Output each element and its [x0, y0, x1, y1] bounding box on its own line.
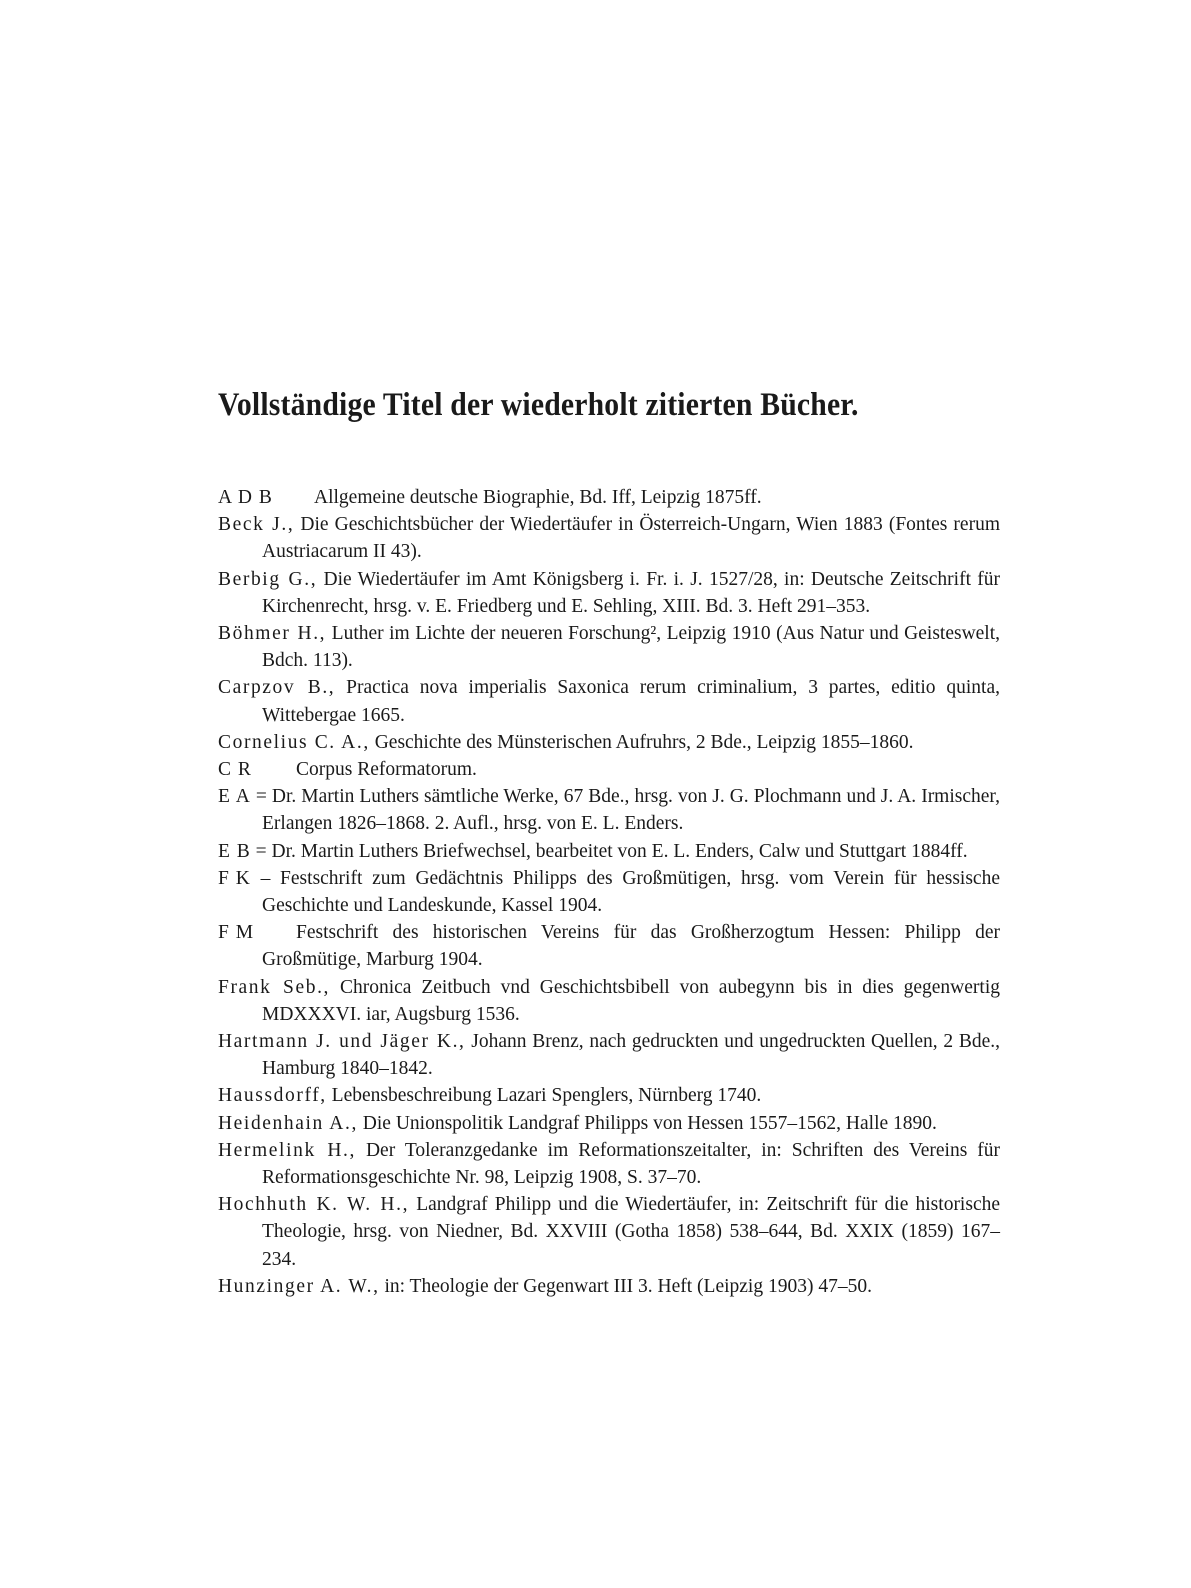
entry-author: Hunzinger A. W.,	[218, 1275, 380, 1297]
entry-text: = Dr. Martin Luthers Briefwechsel, bearbeitet von E. L. Enders, Calw und Stuttgart 1884ff.	[255, 840, 968, 862]
entry-author: Hochhuth K. W. H.,	[218, 1194, 410, 1216]
bibliography-entry	[218, 919, 1000, 973]
bibliography-entry	[218, 974, 1000, 1028]
entry-author: Cornelius C. A.,	[218, 731, 370, 753]
page-title: Vollständige Titel der wiederholt zitierten Bücher.	[218, 387, 859, 423]
bibliography-entry	[218, 620, 1000, 674]
entry-text: Die Wiedertäufer im Amt Königsberg i. Fr. i. J. 1527/28, in: Deutsche Zeitschrift für Kirchenrecht, hrsg. v. E. Friedberg und E. Sehling, XIII. Bd. 3. Heft 291–353.	[262, 568, 1001, 617]
entry-text: = Dr. Martin Luthers sämtliche Werke, 67 Bde., hrsg. von J. G. Plochmann und J. A. Irmischer, Erlangen 1826–1868. 2. Aufl., hrsg. von E. L. Enders.	[255, 786, 1001, 835]
entry-text: Practica nova imperialis Saxonica rerum criminalium, 3 partes, editio quinta, Wittebergae 1665.	[262, 677, 1000, 726]
bibliography-entry	[218, 1137, 1000, 1191]
entry-author: Frank Seb.,	[218, 976, 331, 998]
entry-text: Geschichte des Münsterischen Aufruhrs, 2 Bde., Leipzig 1855–1860.	[374, 731, 914, 753]
entry-text: in: Theologie der Gegenwart III 3. Heft (Leipzig 1903) 47–50.	[384, 1275, 872, 1297]
entry-abbreviation: A D B	[218, 487, 273, 508]
entry-author: Heidenhain A.,	[218, 1112, 358, 1134]
bibliography-entry	[218, 838, 1000, 865]
bibliography-entry	[218, 756, 1000, 783]
bibliography-entry	[218, 484, 1000, 511]
entry-author: Böhmer H.,	[218, 623, 327, 645]
entry-text: Landgraf Philipp und die Wiedertäufer, in: Zeitschrift für die historische Theologie, hrsg. von Niedner, Bd. XXVIII (Gotha 1858) 538–644, Bd. XXIX (1859) 167–234.	[262, 1194, 1000, 1270]
entry-abbreviation: F M	[218, 922, 255, 944]
entry-text: Luther im Lichte der neueren Forschung², Leipzig 1910 (Aus Natur und Geisteswelt, Bdch. 113).	[262, 623, 1001, 672]
entry-abbreviation: F K	[218, 867, 251, 889]
bibliography-entry	[218, 783, 1000, 837]
bibliography-entry	[218, 511, 1000, 565]
bibliography-entry	[218, 865, 1000, 919]
bibliography-entry	[218, 729, 1000, 756]
entry-text: Johann Brenz, nach gedruckten und ungedruckten Quellen, 2 Bde., Hamburg 1840–1842.	[262, 1031, 1000, 1080]
entry-author: Beck J.,	[218, 514, 295, 536]
entry-author: Carpzov B.,	[218, 677, 336, 699]
entry-text: Festschrift des historischen Vereins für das Großherzogtum Hessen: Philipp der Großmütige, Marburg 1904.	[262, 922, 1000, 971]
entry-abbreviation: C R	[218, 759, 252, 781]
entry-text: Chronica Zeitbuch vnd Geschichtsbibell von aubegynn bis in dies gegenwertig MDXXXVI. iar, Augsburg 1536.	[262, 976, 1000, 1025]
bibliography-entry	[218, 1028, 1000, 1082]
bibliography-entry	[218, 1273, 1000, 1300]
entry-author: Berbig G.,	[218, 568, 318, 590]
entry-author: Hartmann J. und Jäger K.,	[218, 1031, 466, 1053]
bibliography-entry	[218, 1191, 1000, 1273]
entry-text: Lebensbeschreibung Lazari Spenglers, Nürnberg 1740.	[331, 1085, 762, 1107]
bibliography-entry	[218, 674, 1000, 728]
entry-text: Der Toleranzgedanke im Reformationszeitalter, in: Schriften des Vereins für Reformationsgeschichte Nr. 98, Leipzig 1908, S. 37–70.	[262, 1139, 1000, 1189]
entry-text: Die Geschichtsbücher der Wiedertäufer in Österreich-Ungarn, Wien 1883 (Fontes rerum Austriacarum II 43).	[262, 514, 1000, 563]
entry-text: – Festschrift zum Gedächtnis Philipps des Großmütigen, hrsg. vom Verein für hessische Geschichte und Landeskunde, Kassel 1904.	[260, 867, 1000, 917]
entry-text: Corpus Reformatorum.	[296, 759, 477, 781]
bibliography-list	[218, 484, 1000, 1300]
entry-abbreviation: E B	[218, 840, 251, 862]
bibliography-entry	[218, 1082, 1000, 1109]
entry-text: Allgemeine deutsche Biographie, Bd. Iff, Leipzig 1875ff.	[314, 487, 762, 508]
entry-author: Hermelink H.,	[218, 1139, 356, 1161]
entry-text: Die Unionspolitik Landgraf Philipps von Hessen 1557–1562, Halle 1890.	[362, 1112, 937, 1134]
bibliography-entry	[218, 1110, 1000, 1137]
bibliography-entry	[218, 566, 1000, 620]
entry-author: Haussdorff,	[218, 1085, 327, 1107]
entry-abbreviation: E A	[218, 786, 251, 808]
